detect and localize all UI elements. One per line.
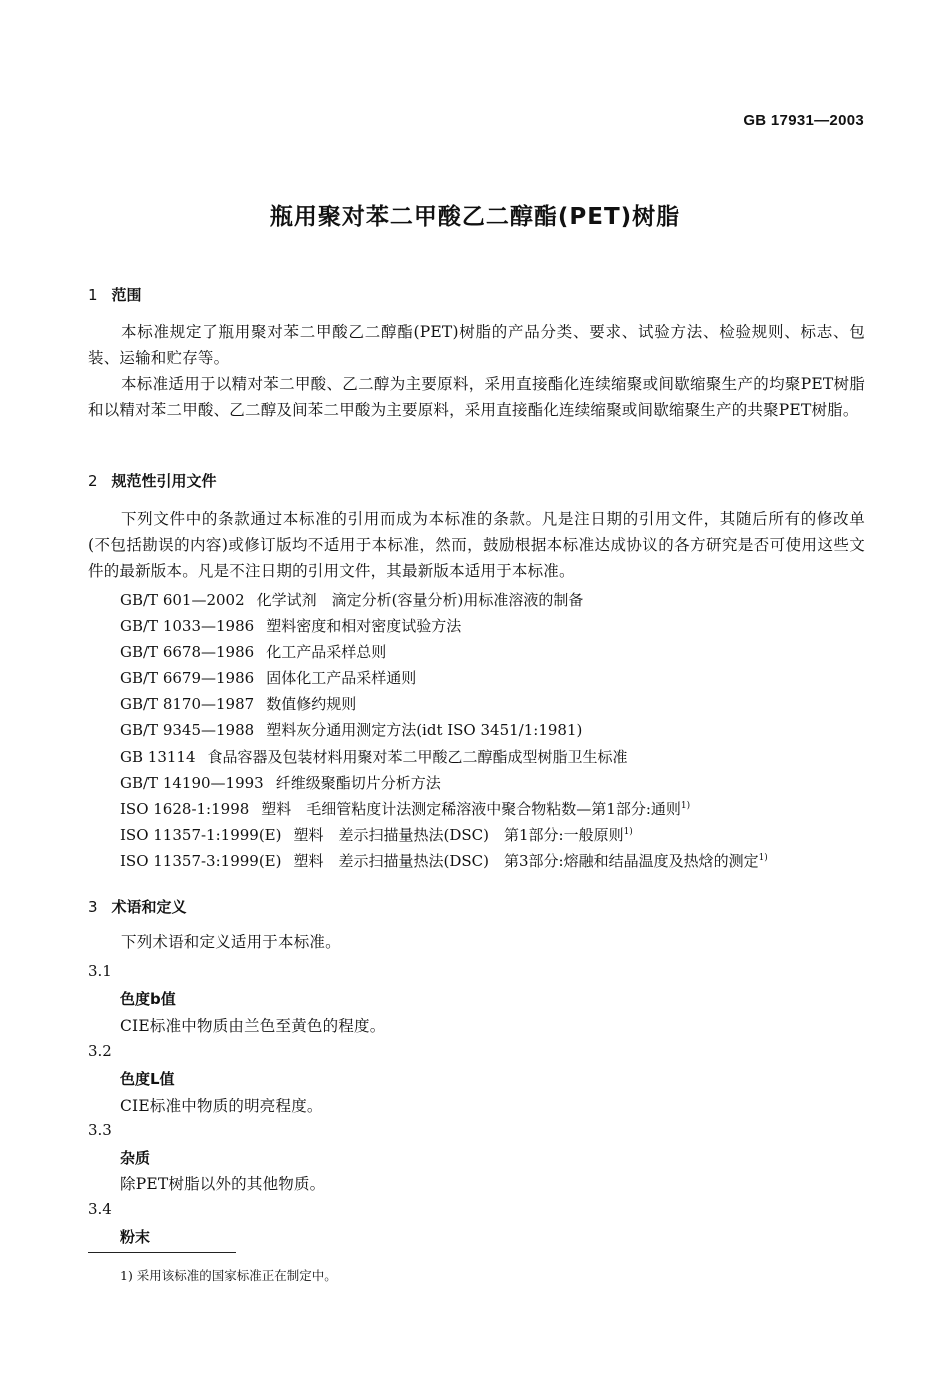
footnote: 1) 采用该标准的国家标准正在制定中。 <box>120 1268 337 1283</box>
section-2-paragraph-1: 下列文件中的条款通过本标准的引用而成为本标准的条款。凡是注日期的引用文件，其随后所有的修改单(不包括勘误的内容)或修订版均不适用于本标准，然而，鼓励根据本标准达成协议的各方研究是否可使用这些文件的最新版本。凡是不注日期的引用文件，其最新版本适用于本标准。 <box>88 510 865 580</box>
reference-code: GB/T 14190—1993 <box>120 773 264 792</box>
term-definition: CIE标准中物质由兰色至黄色的程度。 <box>120 1017 386 1035</box>
section-2-heading <box>88 470 217 491</box>
section-1-paragraph-1: 本标准规定了瓶用聚对苯二甲酸乙二醇酯(PET)树脂的产品分类、要求、试验方法、检验规则、标志、包装、运输和贮存等。 <box>88 323 865 367</box>
section-title: 术语和定义 <box>111 898 187 916</box>
reference-item <box>120 848 768 874</box>
term-name: 杂质 <box>120 1149 151 1167</box>
reference-title: 纤维级聚酯切片分析方法 <box>275 773 441 792</box>
term-number: 3.1 <box>88 962 112 980</box>
document-code: GB 17931—2003 <box>743 112 864 129</box>
reference-item <box>120 665 768 691</box>
reference-item <box>120 796 768 822</box>
term-definition: CIE标准中物质的明亮程度。 <box>120 1097 323 1115</box>
reference-item <box>120 717 768 743</box>
document-title: 瓶用聚对苯二甲酸乙二醇酯(PET)树脂 <box>269 204 681 230</box>
section-number: 1 <box>88 286 98 304</box>
reference-title: 塑料灰分通用测定方法(idt ISO 3451/1:1981) <box>266 721 583 740</box>
reference-title: 塑料 毛细管粘度计法测定稀溶液中聚合物粘数—第1部分:通则 <box>261 799 681 818</box>
reference-item <box>120 587 768 613</box>
term-number: 3.3 <box>88 1121 112 1139</box>
section-title: 范围 <box>111 286 142 304</box>
term-number: 3.2 <box>88 1042 112 1060</box>
reference-code: GB/T 9345—1988 <box>120 721 255 740</box>
term-name: 粉末 <box>120 1228 151 1246</box>
reference-title: 数值修约规则 <box>266 695 357 714</box>
reference-title: 化工产品采样总则 <box>266 643 387 662</box>
reference-code: GB/T 6678—1986 <box>120 643 255 662</box>
reference-title: 塑料密度和相对密度试验方法 <box>266 617 462 636</box>
reference-code: GB/T 8170—1987 <box>120 695 255 714</box>
reference-code: GB 13114 <box>120 747 196 766</box>
reference-code: ISO 1628-1:1998 <box>120 799 250 818</box>
reference-title: 固体化工产品采样通则 <box>266 669 417 688</box>
reference-title: 化学试剂 滴定分析(容量分析)用标准溶液的制备 <box>256 591 584 609</box>
term-name: 色度b值 <box>120 990 176 1008</box>
term-definition: 除PET树脂以外的其他物质。 <box>120 1175 326 1193</box>
section-1-paragraph-2: 本标准适用于以精对苯二甲酸、乙二醇为主要原料，采用直接酯化连续缩聚或间歇缩聚生产的均聚PET树脂和以精对苯二甲酸、乙二醇及间苯二甲酸为主要原料，采用直接酯化连续缩聚或间歇缩聚生产的共聚PET树脂。 <box>88 375 865 419</box>
section-3-heading <box>88 896 187 917</box>
reference-item <box>120 639 768 665</box>
section-1-heading <box>88 284 142 305</box>
reference-code: ISO 11357-3:1999(E) <box>120 851 282 870</box>
footnote-marker: 1) <box>758 852 768 863</box>
reference-item <box>120 770 768 796</box>
reference-item <box>120 822 768 848</box>
reference-item <box>120 691 768 717</box>
reference-item <box>120 744 768 770</box>
reference-code: ISO 11357-1:1999(E) <box>120 825 282 844</box>
section-3-intro: 下列术语和定义适用于本标准。 <box>121 933 341 951</box>
normative-reference-list <box>120 587 768 874</box>
term-number: 3.4 <box>88 1200 112 1218</box>
footnote-divider <box>88 1252 236 1253</box>
reference-item <box>120 613 768 639</box>
footnote-marker: 1) <box>623 826 633 837</box>
reference-code: GB/T 601—2002 <box>120 591 245 609</box>
section-number: 3 <box>88 898 98 916</box>
reference-code: GB/T 6679—1986 <box>120 669 255 688</box>
reference-code: GB/T 1033—1986 <box>120 617 255 636</box>
section-title: 规范性引用文件 <box>111 472 217 490</box>
reference-title: 食品容器及包装材料用聚对苯二甲酸乙二醇酯成型树脂卫生标准 <box>207 747 628 766</box>
section-number: 2 <box>88 472 98 490</box>
footnote-marker: 1) <box>680 800 691 811</box>
reference-title: 塑料 差示扫描量热法(DSC) 第3部分:熔融和结晶温度及热焓的测定 <box>293 851 759 870</box>
term-name: 色度L值 <box>120 1070 175 1088</box>
reference-title: 塑料 差示扫描量热法(DSC) 第1部分:一般原则 <box>293 825 624 844</box>
